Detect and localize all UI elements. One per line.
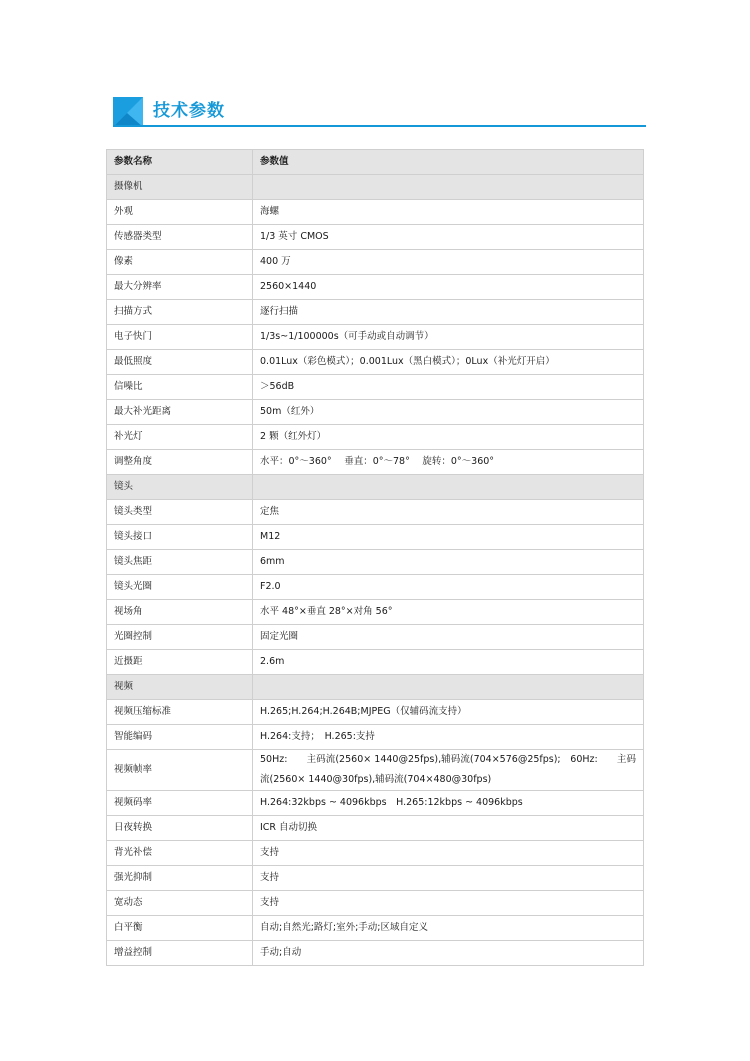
param-name: 最大补光距离 <box>107 400 253 425</box>
table-section-row <box>107 475 644 500</box>
param-value: 固定光圈 <box>253 625 644 650</box>
param-value: 支持 <box>253 891 644 916</box>
table-row <box>107 450 644 475</box>
section-label: 镜头 <box>107 475 253 500</box>
table-row <box>107 841 644 866</box>
param-name: 扫描方式 <box>107 300 253 325</box>
table-row <box>107 225 644 250</box>
param-value-text: 50Hz: 主码流(2560× 1440@25fps),辅码流(704×576@25fps); 60Hz: 主码流(2560× 1440@30fps),辅码流(704×480@30fps) <box>260 754 636 785</box>
param-value: H.264:支持； H.265:支持 <box>253 725 644 750</box>
param-name: 视频帧率 <box>107 750 253 791</box>
param-value: 逐行扫描 <box>253 300 644 325</box>
param-value: 400 万 <box>253 250 644 275</box>
param-value <box>253 475 644 500</box>
param-value: H.264:32kbps ~ 4096kbps H.265:12kbps ~ 4096kbps <box>253 791 644 816</box>
param-value: 手动;自动 <box>253 941 644 966</box>
param-value: M12 <box>253 525 644 550</box>
param-value: 50m（红外） <box>253 400 644 425</box>
param-name: 最大分辨率 <box>107 275 253 300</box>
param-name: 像素 <box>107 250 253 275</box>
section-label: 摄像机 <box>107 175 253 200</box>
table-row <box>107 791 644 816</box>
table-row <box>107 866 644 891</box>
param-value: 2.6m <box>253 650 644 675</box>
param-name: 最低照度 <box>107 350 253 375</box>
param-name: 调整角度 <box>107 450 253 475</box>
header-param-value: 参数值 <box>253 150 644 175</box>
param-name: 镜头焦距 <box>107 550 253 575</box>
table-section-row <box>107 175 644 200</box>
table-row <box>107 600 644 625</box>
table-row <box>107 425 644 450</box>
param-value: F2.0 <box>253 575 644 600</box>
param-name: 视场角 <box>107 600 253 625</box>
table-row <box>107 300 644 325</box>
param-name: 智能编码 <box>107 725 253 750</box>
param-value <box>253 750 644 791</box>
section-title: 技术参数 <box>153 101 225 121</box>
param-value: 海螺 <box>253 200 644 225</box>
param-value: 2 颗（红外灯） <box>253 425 644 450</box>
table-row <box>107 575 644 600</box>
spec-table <box>106 149 644 966</box>
table-row <box>107 891 644 916</box>
table-section-row <box>107 675 644 700</box>
param-value: 支持 <box>253 866 644 891</box>
table-row <box>107 500 644 525</box>
table-row <box>107 200 644 225</box>
table-row <box>107 325 644 350</box>
section-marker-icon <box>113 97 143 127</box>
param-name: 电子快门 <box>107 325 253 350</box>
param-name: 宽动态 <box>107 891 253 916</box>
param-name: 镜头光圈 <box>107 575 253 600</box>
param-value <box>253 675 644 700</box>
param-name: 强光抑制 <box>107 866 253 891</box>
table-row <box>107 550 644 575</box>
param-name: 视频码率 <box>107 791 253 816</box>
param-value: H.265;H.264;H.264B;MJPEG（仅辅码流支持） <box>253 700 644 725</box>
param-name: 近摄距 <box>107 650 253 675</box>
param-name: 传感器类型 <box>107 225 253 250</box>
param-value: 2560×1440 <box>253 275 644 300</box>
table-row <box>107 400 644 425</box>
table-row <box>107 350 644 375</box>
table-row <box>107 941 644 966</box>
param-value <box>253 175 644 200</box>
param-value: 0.01Lux（彩色模式）；0.001Lux（黑白模式）；0Lux（补光灯开启） <box>253 350 644 375</box>
param-name: 光圈控制 <box>107 625 253 650</box>
param-name: 镜头接口 <box>107 525 253 550</box>
param-value: 自动;自然光;路灯;室外;手动;区域自定义 <box>253 916 644 941</box>
table-row <box>107 375 644 400</box>
param-value: 6mm <box>253 550 644 575</box>
section-divider <box>113 125 646 127</box>
param-name: 外观 <box>107 200 253 225</box>
param-value: 1/3 英寸 CMOS <box>253 225 644 250</box>
header-param-name: 参数名称 <box>107 150 253 175</box>
param-value: 1/3s~1/100000s（可手动或自动调节） <box>253 325 644 350</box>
param-value: 支持 <box>253 841 644 866</box>
table-row <box>107 816 644 841</box>
param-name: 背光补偿 <box>107 841 253 866</box>
table-row <box>107 275 644 300</box>
param-name: 补光灯 <box>107 425 253 450</box>
param-value: ＞56dB <box>253 375 644 400</box>
param-value: 定焦 <box>253 500 644 525</box>
section-header <box>113 97 646 127</box>
table-row <box>107 700 644 725</box>
param-value: 水平：0°～360° 垂直：0°～78° 旋转：0°～360° <box>253 450 644 475</box>
table-row <box>107 750 644 791</box>
section-label: 视频 <box>107 675 253 700</box>
table-header-row <box>107 150 644 175</box>
table-row <box>107 725 644 750</box>
param-name: 信噪比 <box>107 375 253 400</box>
table-row <box>107 250 644 275</box>
table-row <box>107 650 644 675</box>
table-row <box>107 916 644 941</box>
param-value: 水平 48°×垂直 28°×对角 56° <box>253 600 644 625</box>
param-name: 白平衡 <box>107 916 253 941</box>
param-name: 增益控制 <box>107 941 253 966</box>
param-name: 视频压缩标准 <box>107 700 253 725</box>
param-value: ICR 自动切换 <box>253 816 644 841</box>
param-name: 日夜转换 <box>107 816 253 841</box>
table-body <box>107 175 644 966</box>
table-row <box>107 525 644 550</box>
table-row <box>107 625 644 650</box>
param-name: 镜头类型 <box>107 500 253 525</box>
